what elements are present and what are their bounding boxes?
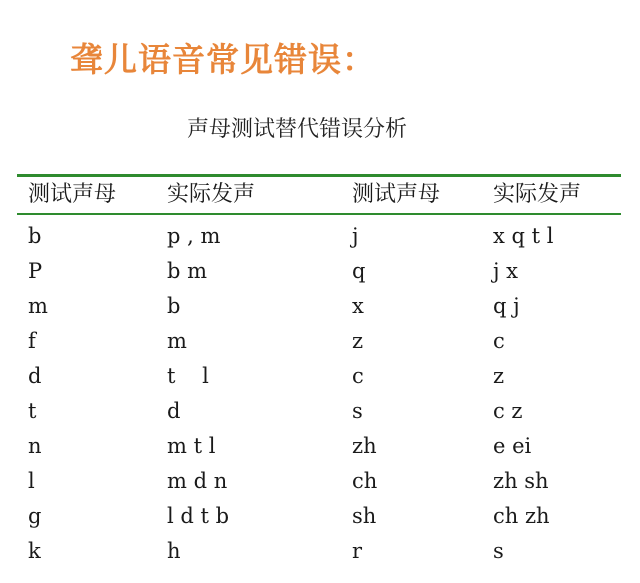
table-cell: c z [493, 399, 523, 423]
table-cell: sh [352, 504, 377, 528]
table-cell: x q t l [493, 224, 554, 248]
header-cell: 测试声母 [28, 182, 117, 207]
table-cell: ch zh [493, 504, 550, 528]
table-cell: d [167, 399, 181, 423]
table-row [0, 326, 640, 361]
table-cell: f [28, 329, 36, 353]
table-cell: e ei [493, 434, 532, 458]
table-cell: m d n [167, 469, 228, 493]
table-row [0, 256, 640, 291]
table-cell: zh [352, 434, 377, 458]
header-cell: 测试声母 [352, 182, 441, 207]
table-row [0, 431, 640, 466]
table-cell: b m [167, 259, 208, 283]
table-cell: l [28, 469, 35, 493]
table-row [0, 501, 640, 536]
table-cell: s [352, 399, 363, 423]
table-row [0, 536, 640, 571]
table-cell: z [352, 329, 364, 353]
table-cell: c [352, 364, 364, 388]
table-row [0, 291, 640, 326]
table-row [0, 396, 640, 431]
table-cell: m t l [167, 434, 216, 458]
header-cell: 实际发声 [167, 182, 256, 207]
table-top-rule [17, 174, 621, 177]
table-cell: q j [493, 294, 520, 318]
table-cell: h [167, 539, 181, 563]
table-cell: r [352, 539, 363, 563]
table-cell: m [167, 329, 187, 353]
table-cell: x [352, 294, 364, 318]
page-title: 聋儿语音常见错误： [70, 40, 376, 79]
table-row [0, 221, 640, 256]
table-cell: n [28, 434, 42, 458]
table-cell: b [28, 224, 42, 248]
table-cell: ch [352, 469, 378, 493]
table-cell: k [28, 539, 41, 563]
table-cell: p , m [167, 224, 221, 248]
table-cell: m [28, 294, 48, 318]
table-cell: c [493, 329, 505, 353]
header-cell: 实际发声 [493, 182, 582, 207]
table-cell: t [28, 399, 37, 423]
table-cell: j [352, 224, 359, 248]
table-caption: 声母测试替代错误分析 [187, 117, 408, 142]
table-cell: t l [167, 364, 209, 388]
table-cell: z [493, 364, 505, 388]
table-cell: q [352, 259, 366, 283]
table-row [0, 466, 640, 501]
table-cell: g [28, 504, 42, 528]
table-row [0, 361, 640, 396]
table-cell: s [493, 539, 504, 563]
table-cell: b [167, 294, 181, 318]
table-cell: j x [493, 259, 519, 283]
table-cell: P [28, 259, 43, 283]
table-cell: d [28, 364, 42, 388]
table-cell: zh sh [493, 469, 549, 493]
table-header-row [0, 180, 640, 215]
table-cell: l d t b [167, 504, 230, 528]
